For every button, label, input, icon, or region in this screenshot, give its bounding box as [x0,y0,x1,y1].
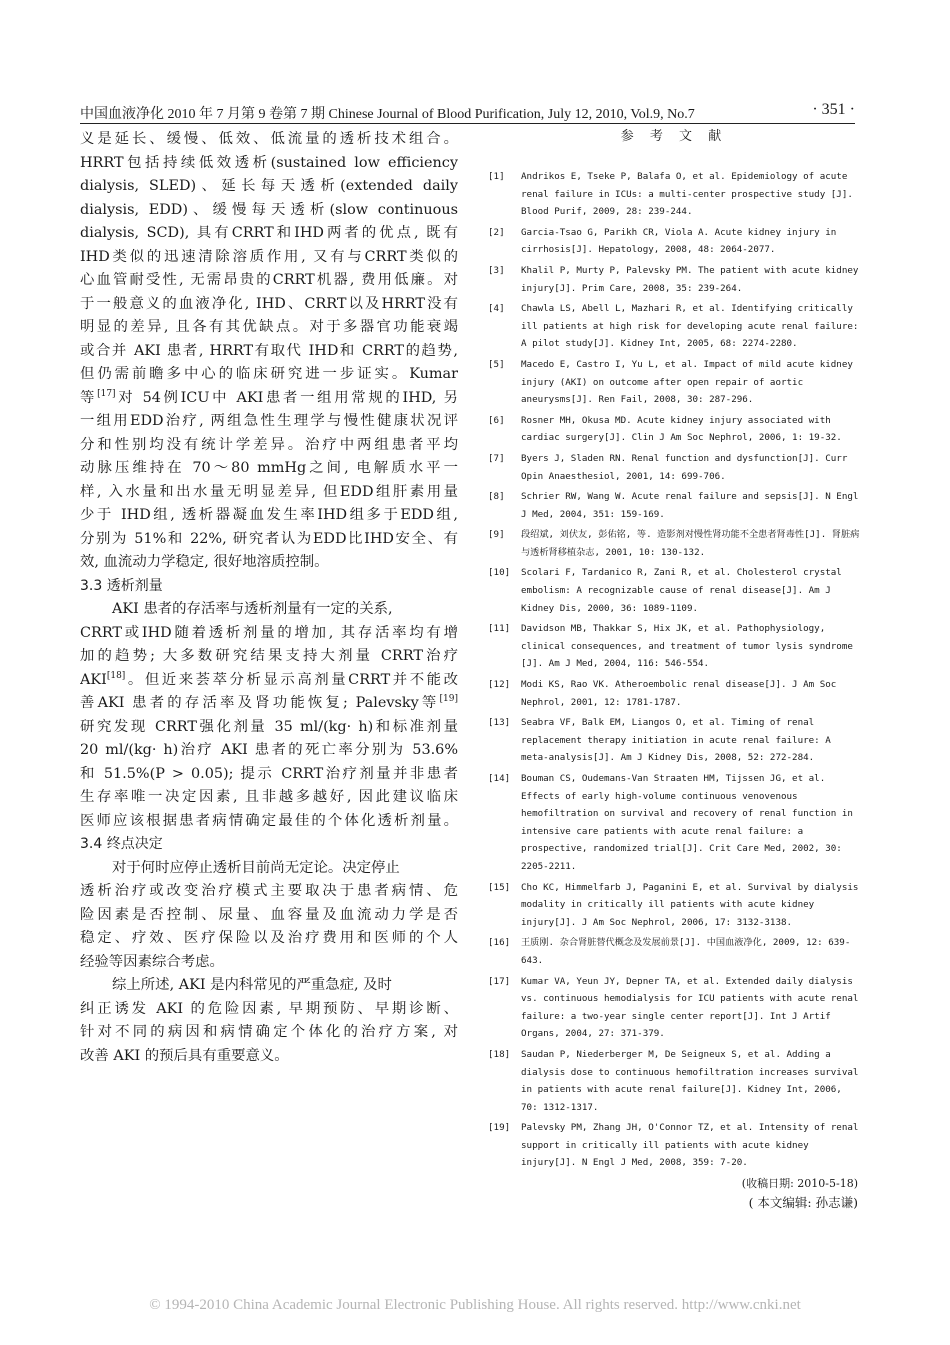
reference-number: [18] [488,1048,511,1060]
reference-number: [12] [488,679,511,691]
body-line [80,645,458,669]
reference-text: 段绍斌, 刘伏友, 彭佑铭, 等. 造影剂对慢性肾功能不全患者肾毒性[J]. 肾脏病与透析肾移植杂志, 2001, 10: 130-132. [521,529,860,558]
body-line-text: CRRT或IHD随着透析剂量的增加, 其存活率均有增 [80,624,458,641]
reference-number: [1] [488,171,505,182]
citation-superscript: [18] [106,670,126,681]
reference-text: Scolari F, Tardanico R, Zani R, et al. Cholesterol crystal embolism: A recognizable cause of renal disease[J]. Am J Kidney Dis, 2000, 36: 1089-1109. [521,567,842,614]
reference-text: Cho KC, Himmelfarb J, Paganini E, et al. Survival by dialysis modality in critically ill patients with acute kidney injury[J]. J Am Soc Nephrol, 2006, 17: 3132-3138. [521,881,859,928]
reference-number: [19] [488,1122,511,1134]
section-heading [80,575,458,599]
body-line-text: 综上所述, AKI 是内科常见的严重急症, 及时 [112,977,392,993]
reference-text: Saudan P, Niederberger M, De Seigneux S, et al. Adding a dialysis dose to continuous hemofiltration increases survival in patients with acute renal failure[J]. Kidney Int, 2006, 70: 1312-1317. [521,1048,859,1113]
reference-number: [8] [488,491,505,503]
reference-text: Khalil P, Murty P, Palevsky PM. The patient with acute kidney injury[J]. Prim Care, 2008, 35: 239-264. [521,264,859,294]
reference-number: [9] [488,529,505,541]
body-line-text: dialysis, SLED)、延长每天透析(extended daily [80,178,458,194]
body-line-text: AKI 患者的存活率与透析剂量有一定的关系, [112,601,393,617]
reference-text: Byers J, Sladen RN. Renal function and dysfunction[J]. Curr Opin Anaesthesiol, 2001, 14: 699-706. [521,452,848,482]
reference-text: 王质刚. 杂合肾脏替代概念及发展前景[J]. 中国血液净化, 2009, 12: 639-643. [521,937,851,966]
reference-text: Chawla LS, Abell L, Mazhari R, et al. Identifying critically ill patients at high risk for developing acute renal failure: A pilot study[J]. Kidney Int, 2005, 68: 2274-2280. [521,303,859,350]
body-line-text: 分和性别均没有统计学差异。治疗中两组患者平均 [80,436,458,453]
reference-item [488,488,860,523]
reference-text: Bouman CS, Oudemans-Van Straaten HM, Tijssen JG, et al. Effects of early high-volume continuous venovenous hemofiltration on survival and recovery of renal function in intensive care patients with acute renal failure: a prospective, randomized trial[J]. Crit Care Med, 2002, 30: 2205-2211. [521,773,853,872]
body-line [80,199,458,223]
body-line [80,504,458,528]
received-date: (收稿日期: 2010-5-18) [741,1177,858,1191]
reference-item [488,168,860,221]
body-line-text: 对 54例ICU中 AKI患者一组用常规的IHD, 另 [115,389,458,406]
reference-item [488,262,860,297]
body-line [80,669,458,693]
body-line-text: IHD类似的迅速清除溶质作用, 又有与CRRT类似的 [80,248,458,265]
journal-citation: 中国血液净化 2010 年 7 月第 9 卷第 7 期 Chinese Journal of Blood Purification, July 12, 2010, Vol.9, No.7 [80,107,695,122]
reference-item [488,564,860,617]
body-line-text: 经验等因素综合考虑。 [80,953,224,970]
body-line [80,763,458,787]
reference-text: Garcia-Tsao G, Parikh CR, Viola A. Acute kidney injury in cirrhosis[J]. Hepatology, 2008, 48: 2064-2077. [521,226,837,256]
citation-superscript: [19] [439,694,458,704]
reference-item [488,973,860,1043]
reference-text: Modi KS, Rao VK. Atheroembolic renal disease[J]. J Am Soc Nephrol, 2001, 12: 1781-1787. [521,679,837,708]
body-line [80,857,458,881]
body-line-text: 改善 AKI 的预后具有重要意义。 [80,1047,289,1064]
body-line [80,951,458,975]
body-line-text: 纠正诱发 AKI 的危险因素, 早期预防、早期诊断、 [80,1000,458,1017]
body-line [80,363,458,387]
body-line [80,1021,458,1045]
body-line [80,786,458,810]
body-line [80,551,458,575]
running-header [80,101,855,124]
reference-text: Schrier RW, Wang W. Acute renal failure and sepsis[J]. N Engl J Med, 2004, 351: 159-169. [521,491,859,520]
body-line [80,1045,458,1069]
editor-note: ( 本文编辑: 孙志谦) [748,1195,858,1211]
reference-number: [17] [488,975,511,987]
body-line-text: 和 51.5%(P > 0.05); 提示 CRRT治疗剂量并非患者 [80,765,458,782]
reference-item [488,620,860,673]
references-heading: 参 考 文 献 [620,129,728,144]
reference-item [488,356,860,409]
page-number: · 351 · [812,101,855,118]
reference-item [488,676,860,711]
reference-item [488,526,860,561]
reference-text: Palevsky PM, Zhang JH, O'Connor TZ, et al. Intensity of renal support in critically ill patients with acute kidney injury[J]. N Engl J Med, 2008, 359: 7-20. [521,1122,859,1169]
body-line-text: 少于 IHD组, 透析器凝血发生率IHD组多于EDD组, [80,507,458,523]
reference-number: [13] [488,717,511,729]
body-line-text: 一组用EDD治疗, 两组急性生理学与慢性健康状况评 [80,413,458,429]
body-line-text: 3.4 终点决定 [80,836,163,852]
body-line-text: 但仍需前瞻多中心的临床研究进一步证实。Kumar [80,366,458,382]
body-line-text: 心血管耐受性, 无需昂贵的CRRT机器, 费用低廉。对 [80,272,458,288]
reference-number: [4] [488,303,505,315]
body-line [80,246,458,270]
body-line [80,998,458,1022]
body-line [80,434,458,458]
citation-superscript: [17] [97,388,116,399]
body-line [80,152,458,176]
body-line-text: 3.3 透析剂量 [80,577,163,594]
body-line-text: 稳定、疗效、医疗保险以及治疗费用和医师的个人 [80,930,458,946]
reference-number: [14] [488,773,511,784]
body-line-text: 透析治疗或改变治疗模式主要取决于患者病情、危 [80,883,458,899]
copyright-watermark: © 1994-2010 China Academic Journal Electronic Publishing House. All rights reserved. http://www.cnki.net [149,1297,801,1313]
references-column [488,128,860,1211]
body-line [80,316,458,340]
body-line [80,481,458,505]
reference-list [488,168,860,1172]
body-line [80,810,458,834]
body-line [80,622,458,646]
body-line-text: 。但近来荟萃分析显示高剂量CRRT并不能改 [125,671,458,688]
body-text-column [80,128,458,1148]
body-line [80,974,458,998]
body-line-text: 或合并 AKI 患者, HRRT有取代 IHD和 CRRT的趋势, [80,342,458,359]
reference-item [488,450,860,485]
body-line-text: HRRT包括持续低效透析(sustained low efficiency [80,154,458,171]
body-line [80,528,458,552]
reference-item [488,934,860,969]
body-line-text: 针对不同的病因和病情确定个体化的治疗方案, 对 [80,1024,458,1040]
reference-text: Andrikos E, Tseke P, Balafa O, et al. Epidemiology of acute renal failure in ICUs: a multi-center prospective study [J]. Blood Purif, 2009, 28: 239-244. [521,171,853,218]
reference-item [488,879,860,932]
reference-text: Macedo E, Castro I, Yu L, et al. Impact of mild acute kidney injury (AKI) on outcome after open repair of aortic aneurysms[J]. Ren Fail, 2008, 30: 287-296. [521,358,853,406]
body-line-text: 加的趋势; 大多数研究结果支持大剂量 CRRT治疗 [80,648,458,664]
reference-item [488,224,860,259]
reference-item [488,770,860,876]
body-line-text: 义是延长、缓慢、低效、低流量的透析技术组合。 [80,131,458,147]
reference-item [488,714,860,767]
body-line-text: 分别为 51%和 22%, 研究者认为EDD比IHD安全、有 [80,530,458,547]
body-line [80,457,458,481]
reference-item [488,412,860,447]
reference-number: [3] [488,264,505,276]
reference-number: [5] [488,358,505,370]
body-line [80,716,458,740]
reference-number: [6] [488,414,505,426]
reference-number: [2] [488,226,505,238]
body-line-text: 效, 血流动力学稳定, 很好地溶质控制。 [80,554,329,570]
body-line [80,222,458,246]
body-line [80,128,458,152]
reference-text: Rosner MH, Okusa MD. Acute kidney injury associated with cardiac surgery[J]. Clin J Am Soc Nephrol, 2006, 1: 19-32. [521,414,842,444]
body-line-text: 动脉压维持在 70～80 mmHg之间, 电解质水平一 [80,460,458,476]
reference-number: [10] [488,567,511,579]
body-line [80,904,458,928]
reference-text: Seabra VF, Balk EM, Liangos O, et al. Timing of renal replacement therapy initiation in acute renal failure: A meta-analysis[J]. Am J Kidney Dis, 2008, 52: 272-284. [521,717,831,764]
body-line [80,410,458,434]
reference-number: [11] [488,623,511,635]
body-line-text: 险因素是否控制、尿量、血容量及血流动力学是否 [80,906,458,923]
body-line [80,692,458,716]
body-line-text: 20 ml/(kg· h)治疗 AKI 患者的死亡率分别为 53.6% [80,742,458,758]
reference-item [488,300,860,353]
reference-number: [15] [488,881,511,893]
reference-number: [7] [488,452,505,464]
body-line-text: 生存率唯一决定因素, 且非越多越好, 因此建议临床 [80,789,458,805]
body-line [80,927,458,951]
reference-item [488,1046,860,1116]
reference-item [488,1119,860,1172]
body-line [80,387,458,411]
body-line-text: 样, 入水量和出水量无明显差异, 但EDD组肝素用量 [80,483,458,500]
body-line [80,340,458,364]
body-line-text: 研究发现 CRRT强化剂量 35 ml/(kg· h)和标准剂量 [80,718,458,735]
body-line [80,175,458,199]
reference-text: Kumar VA, Yeun JY, Depner TA, et al. Extended daily dialysis vs. continuous hemodialysis for ICU patients with acute renal failure: a two-year single center report[J]. Int J Artif Organs, 2004, 27: 371-379. [521,975,859,1040]
body-line [80,739,458,763]
body-line [80,269,458,293]
body-line-text: 对于何时应停止透析目前尚无定论。决定停止 [112,859,400,876]
body-line [80,880,458,904]
body-line-text: 于一般意义的血液净化, IHD、CRRT以及HRRT没有 [80,295,458,312]
reference-number: [16] [488,937,511,949]
reference-text: Davidson MB, Thakkar S, Hix JK, et al. Pathophysiology, clinical consequences, and treatment of tumor lysis syndrome [J]. Am J Med, 2004, 116: 546-554. [521,623,853,670]
body-line-text: 医师应该根据患者病情确定最佳的个体化透析剂量。 [80,812,458,829]
body-line-text: AKI [80,671,107,688]
body-line-text: 明显的差异, 且各有其优缺点。对于多器官功能衰竭 [80,319,458,335]
body-line-text: 善AKI 患者的存活率及肾功能恢复; Palevsky等 [80,695,440,711]
body-line [80,293,458,317]
section-heading [80,833,458,857]
body-line [80,598,458,622]
body-line-text: dialysis, SCD), 具有CRRT和IHD两者的优点, 既有 [80,225,458,241]
body-line-text: dialysis, EDD)、缓慢每天透析(slow continuous [80,201,458,218]
body-line-text: 等 [80,389,98,406]
